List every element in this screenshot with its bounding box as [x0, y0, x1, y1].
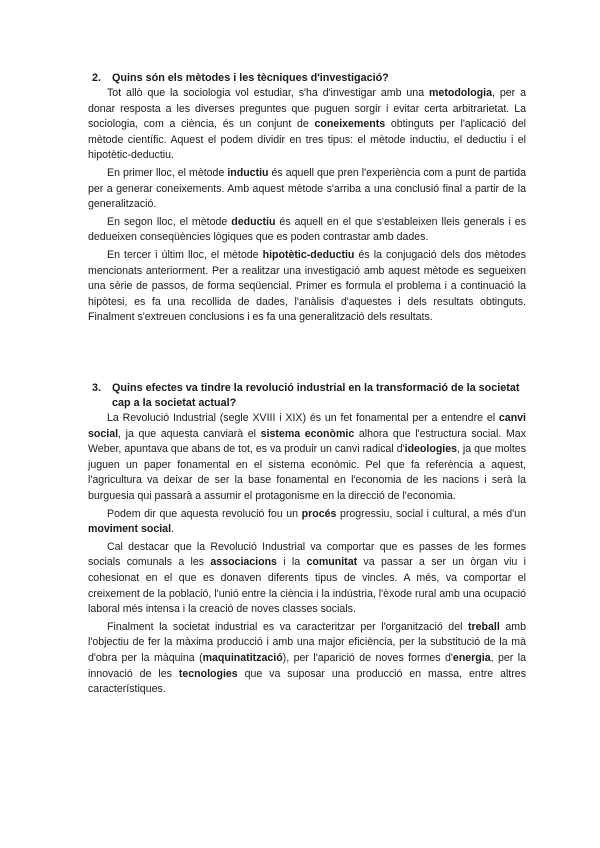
bold-term: deductiu	[231, 215, 276, 228]
section-heading	[88, 71, 526, 86]
text-run: ), per l'aparició de noves formes d'	[282, 651, 453, 664]
bold-term: canvi social	[88, 412, 526, 440]
bold-term: tecnologies	[178, 667, 238, 680]
section-heading	[88, 381, 526, 411]
text-run: Tot allò que la sociologia vol estudiar, s'ha d'investigar amb una	[107, 87, 430, 99]
heading-number: 3.	[92, 382, 102, 394]
section-body	[88, 86, 526, 326]
bold-term: inductiu	[227, 166, 269, 179]
text-run: va passar a ser un òrgan viu i cohesionat en el que es donaven diferents tipus de vincles. A més, va comportar el creixement de la població, l'unió entre la ciència i la indústria, l'èxode rural amb una ocupació laboral més intensa i la creació de noves classes socials.	[88, 556, 526, 616]
section-industrial-revolution	[88, 381, 526, 698]
bold-term: maquinatització	[202, 651, 283, 664]
heading-text: Quins efectes va tindre la revolució industrial en la transformació de la societat cap a la societat actual?	[112, 382, 520, 409]
text-run: progressiu, social i cultural, a més d'un	[336, 507, 526, 520]
bold-term: comunitat	[306, 556, 358, 569]
text-run: Podem dir que aquesta revolució fou un	[107, 507, 302, 520]
text-run: obtinguts per l'aplicació del mètode científic. Aquest el podem dividir en tres tipus: el mètode inductiu, el deductiu i el hipotètic-deductiu.	[88, 118, 526, 162]
bold-term: metodologia	[429, 87, 492, 99]
text-run: , ja que moltes juguen un paper fonamental en el sistema econòmic. Pel que fa referència a aquest, l'agricultura va deixar de ser la base fonamental en l'economia de les nacions i serà la burguesia qui passarà a assumir el protagonisme en la direcció de l'economia.	[88, 443, 526, 502]
text-run: és aquell en el que s'estableixen lleis generals i es dedueixen conseqüències lògiques que es poden contrastar amb dades.	[88, 215, 526, 244]
paragraph	[88, 166, 526, 213]
bold-term: coneixements	[314, 118, 386, 131]
paragraph	[88, 507, 526, 538]
text-run: Cal destacar que la Revolució Industrial va comportar que es passes de les formes socials comunals a les	[88, 540, 526, 569]
bold-term: moviment social	[88, 523, 172, 536]
text-run: és la conjugació dels dos mètodes mencionats anteriorment. Per a realitzar una investigació amb aquest mètode es segueixen una sèrie de passos, de forma seqüencial. Primer es formula el problema i a continuació la hipòtesi, es fa una recollida de dades, l'anàlisis d'aquestes i dels resultats obtinguts. Finalment s'extreuen conclusions i es fa una generalització dels resultats.	[88, 248, 526, 324]
text-run: amb l'objectiu de fer la màxima producció i amb una major eficiència, per la substitució de la mà d'obra per la màquina (	[88, 620, 526, 664]
text-run: alhora que l'estructura social. Max Weber, apuntava que abans de tot, es va produir un canvi radical d'	[88, 427, 526, 456]
heading-text: Quins són els mètodes i les tècniques d'investigació?	[112, 72, 389, 84]
text-run: , per la innovació de les	[88, 651, 526, 680]
bold-term: energia	[452, 651, 491, 664]
text-run: i la	[276, 556, 307, 569]
bold-term: sistema econòmic	[260, 427, 355, 440]
paragraph	[88, 411, 526, 505]
bold-term: procés	[301, 507, 337, 520]
text-run: , ja que aquesta canviarà el	[118, 427, 261, 440]
paragraph	[88, 86, 526, 164]
text-run: .	[171, 523, 174, 536]
bold-term: treball	[468, 620, 500, 633]
text-run: La Revolució Industrial (segle XVIII i XIX) és un fet fonamental per a entendre el	[107, 412, 499, 424]
paragraph	[88, 620, 526, 698]
text-run: que va suposar una producció en massa, entre altres característiques.	[88, 667, 526, 696]
paragraph	[88, 215, 526, 246]
bold-term: hipotètic-deductiu	[262, 248, 355, 261]
section-body	[88, 411, 526, 698]
text-run: En tercer i últim lloc, el mètode	[107, 248, 263, 261]
text-run: és aquell que pren l'experiència com a punt de partida per a generar coneixements. Amb aquest mètode s'arriba a una conclusió final a partir de la generalització.	[88, 166, 526, 211]
bold-term: associacions	[210, 556, 277, 569]
heading-number: 2.	[92, 72, 102, 84]
text-run: , per a donar resposta a les diverses preguntes que puguen sorgir i evitar certa arbitrarietat. La sociologia, com a ciència, és un conjunt de	[88, 87, 526, 131]
bold-term: ideologies	[404, 443, 458, 456]
text-run: En primer lloc, el mètode	[107, 166, 228, 179]
paragraph	[88, 248, 526, 326]
paragraph	[88, 540, 526, 618]
section-methods	[88, 71, 526, 326]
text-run: Finalment la societat industrial es va caracteritzar per l'organització del	[107, 620, 469, 633]
text-run: En segon lloc, el mètode	[107, 215, 232, 228]
